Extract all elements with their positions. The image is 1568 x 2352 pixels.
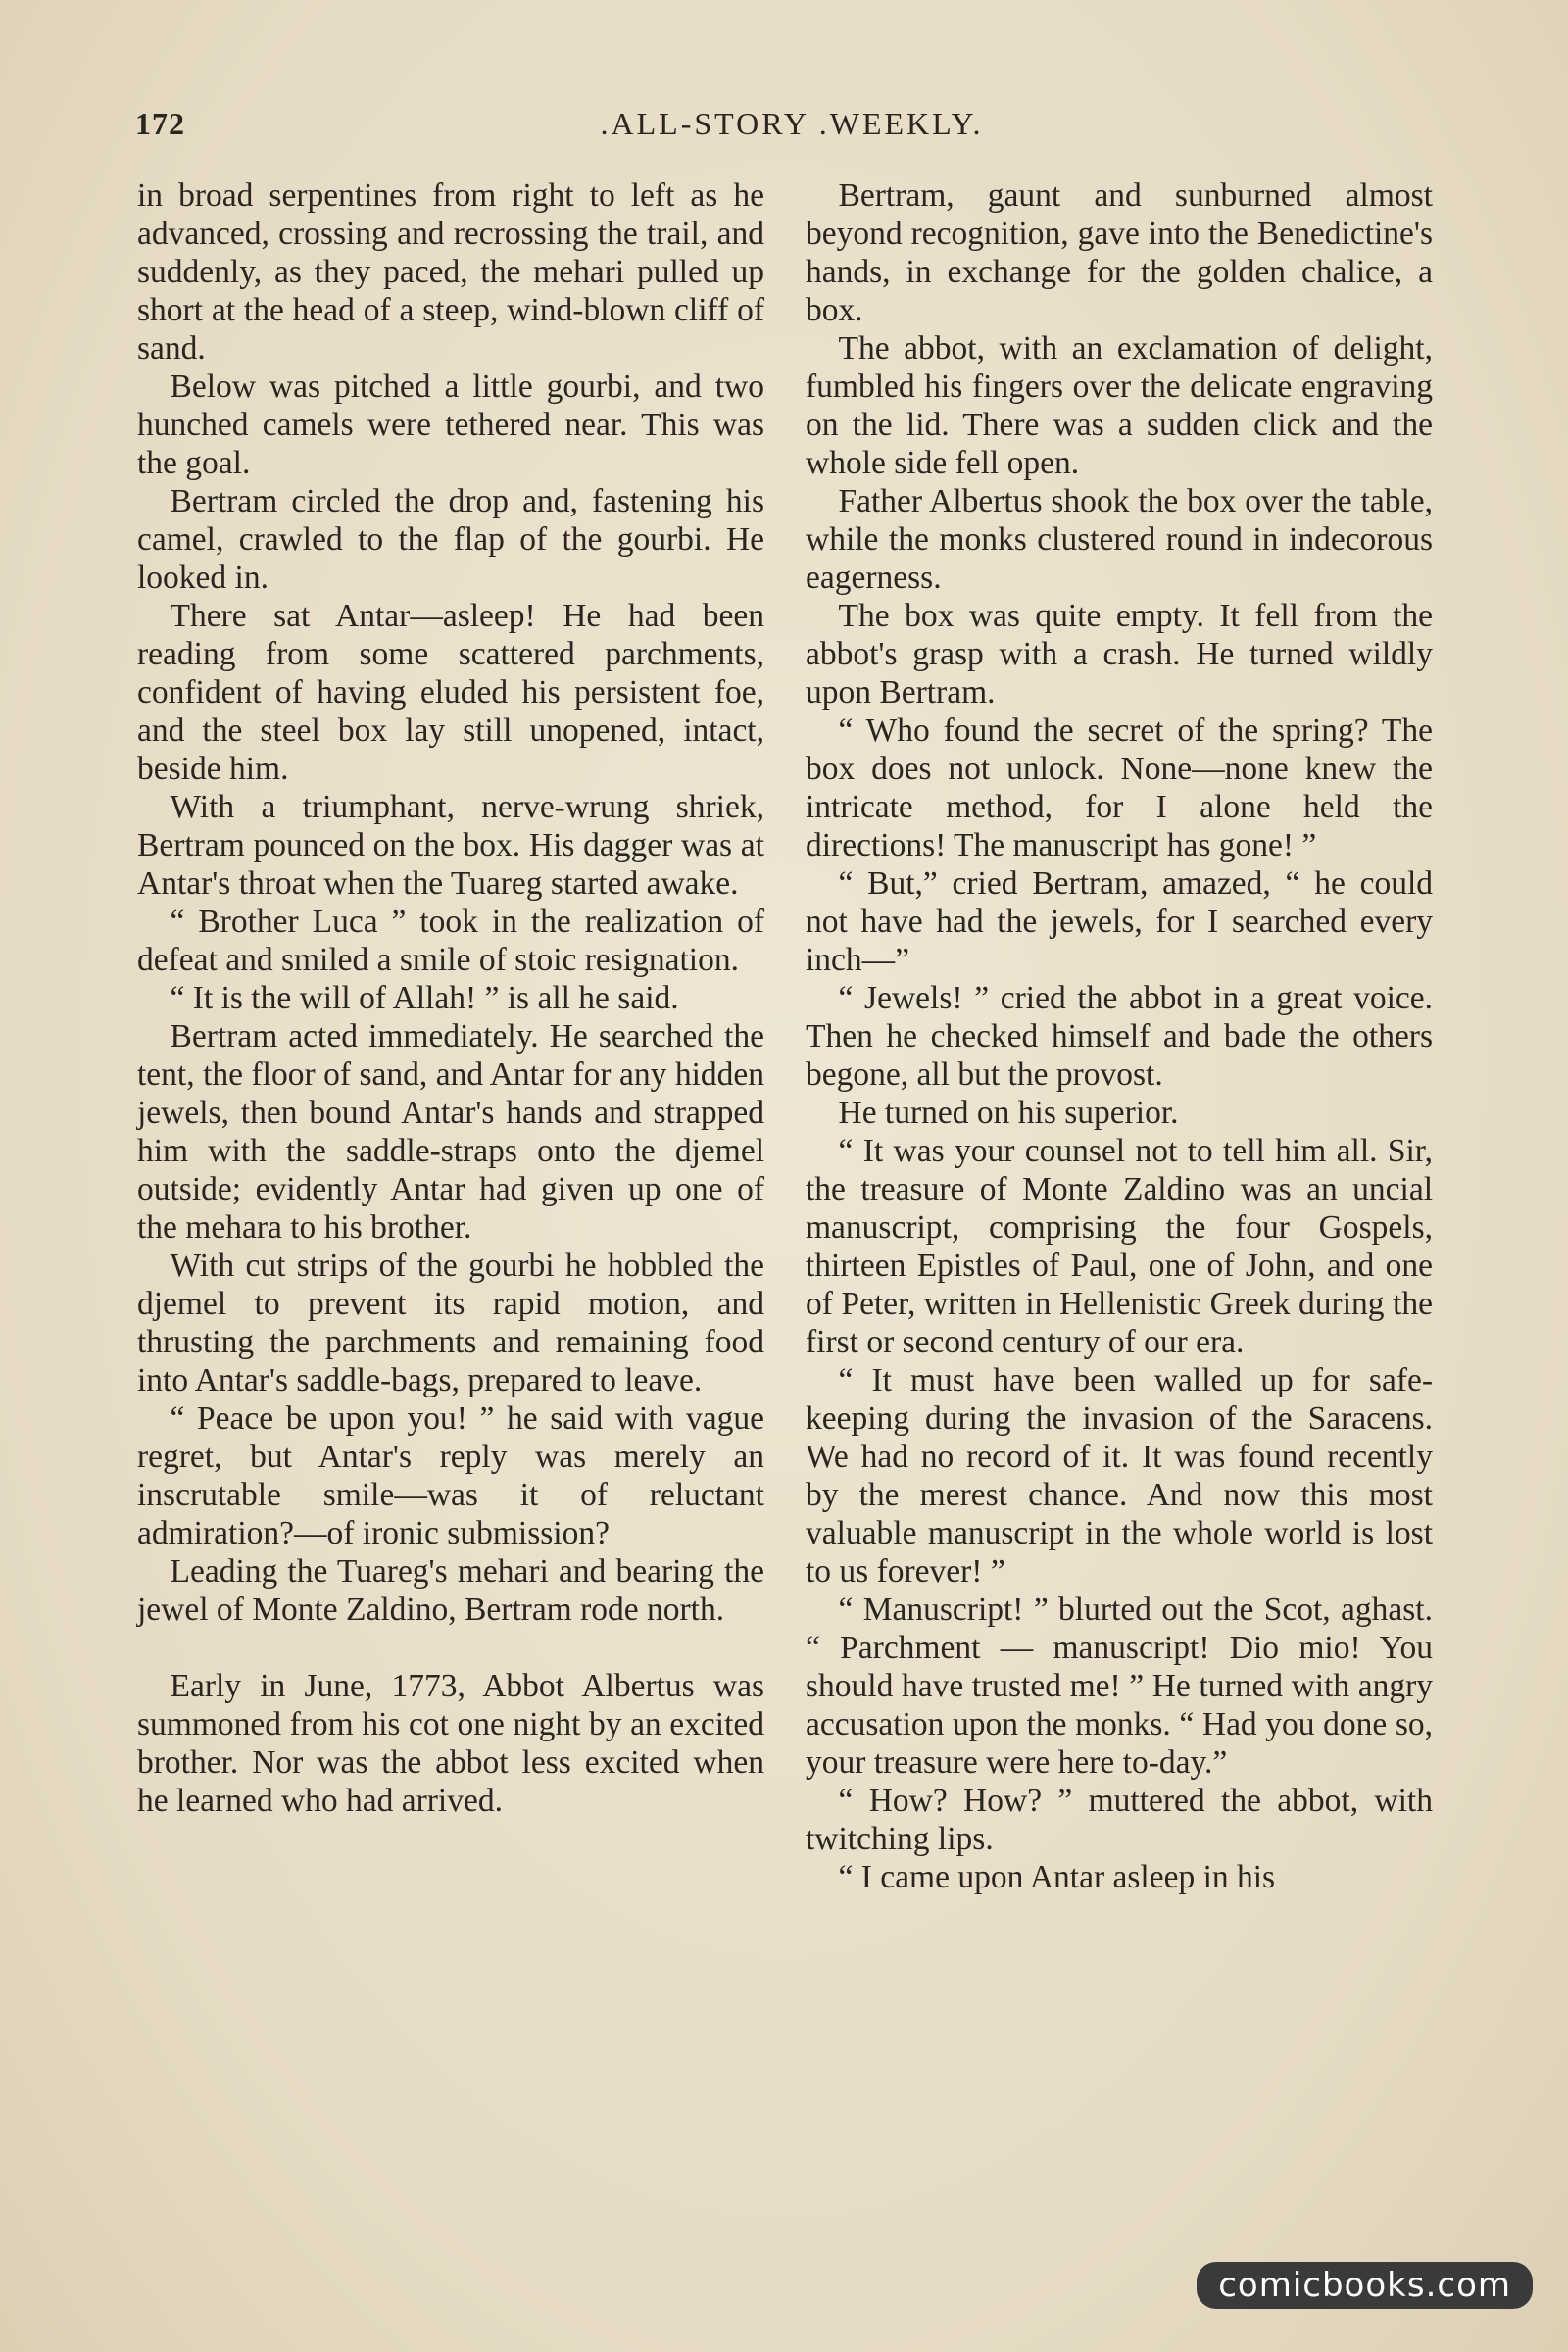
- paragraph: “ Peace be upon you! ” he said with vague regret, but Antar's reply was merely an inscrutable smile—was it of reluctant admiration?—of ironic submission?: [137, 1400, 764, 1551]
- right-column: [806, 176, 1433, 1896]
- paragraph: “ Jewels! ” cried the abbot in a great voice. Then he checked himself and bade the others begone, all but the provost.: [806, 980, 1433, 1093]
- paragraph: With cut strips of the gourbi he hobbled the djemel to prevent its rapid motion, and thrusting the parchments and remaining food into Antar's saddle-bags, prepared to leave.: [137, 1248, 764, 1398]
- paragraph: “ It must have been walled up for safe-keeping during the invasion of the Saracens. We had no record of it. It was found recently by the merest chance. And now this most valuable manuscript in the whole world is lost to us forever! ”: [806, 1362, 1433, 1590]
- left-column: [137, 176, 764, 1820]
- paragraph: Bertram acted immediately. He searched the tent, the floor of sand, and Antar for any hidden jewels, then bound Antar's hands and strapped him with the saddle-straps onto the djemel outside; evidently Antar had given up one of the mehara to his brother.: [137, 1018, 764, 1246]
- source-watermark: comicbooks.com: [1197, 2262, 1533, 2309]
- paragraph: With a triumphant, nerve-wrung shriek, Bertram pounced on the box. His dagger was at Antar's throat when the Tuareg started awake.: [137, 789, 764, 902]
- paragraph: He turned on his superior.: [838, 1095, 1179, 1131]
- paragraph: “ It was your counsel not to tell him all. Sir, the treasure of Monte Zaldino was an uncial manuscript, comprising the four Gospels, thirteen Epistles of Paul, one of John, and one of Peter, written in Hellenistic Greek during the first or second century of our era.: [806, 1133, 1433, 1360]
- paragraph: “ Who found the secret of the spring? The box does not unlock. None—none knew the intricate method, for I alone held the directions! The manuscript has gone! ”: [806, 712, 1433, 863]
- paragraph: “ Brother Luca ” took in the realization of defeat and smiled a smile of stoic resignation.: [137, 904, 764, 978]
- page-number: 172: [135, 106, 185, 141]
- paragraph: Bertram circled the drop and, fastening his camel, crawled to the flap of the gourbi. He looked in.: [137, 483, 764, 596]
- paragraph: “ I came upon Antar asleep in his: [838, 1859, 1276, 1895]
- paragraph: There sat Antar—asleep! He had been reading from some scattered parchments, confident of having eluded his persistent foe, and the steel box lay still unopened, intact, beside him.: [137, 598, 764, 787]
- paragraph: “ How? How? ” muttered the abbot, with twitching lips.: [806, 1783, 1433, 1857]
- paragraph: “ Manuscript! ” blurted out the Scot, aghast. “ Parchment — manuscript! Dio mio! You should have trusted me! ” He turned with angry accusation upon the monks. “ Had you done so, your treasure were here to-day.”: [806, 1592, 1433, 1781]
- running-head: .ALL-STORY .WEEKLY.: [600, 106, 984, 141]
- paragraph: Leading the Tuareg's mehari and bearing the jewel of Monte Zaldino, Bertram rode north.: [137, 1553, 764, 1628]
- section-start-paragraph: Early in June, 1773, Abbot Albertus was summoned from his cot one night by an excited brother. Nor was the abbot less excited when he learned who had arrived.: [137, 1668, 764, 1819]
- paragraph: “ But,” cried Bertram, amazed, “ he could not have had the jewels, for I searched every inch—”: [806, 865, 1433, 978]
- paragraph: The box was quite empty. It fell from the abbot's grasp with a crash. He turned wildly upon Bertram.: [806, 598, 1433, 710]
- page-header: [135, 106, 1448, 157]
- paragraph: The abbot, with an exclamation of delight, fumbled his fingers over the delicate engraving on the lid. There was a sudden click and the whole side fell open.: [806, 330, 1433, 481]
- paragraph: Father Albertus shook the box over the table, while the monks clustered round in indecorous eagerness.: [806, 483, 1433, 596]
- paragraph: “ It is the will of Allah! ” is all he said.: [170, 980, 679, 1016]
- paragraph: Bertram, gaunt and sunburned almost beyond recognition, gave into the Benedictine's hands, in exchange for the golden chalice, a box.: [806, 177, 1433, 328]
- paragraph: in broad serpentines from right to left as he advanced, crossing and recrossing the trail, and suddenly, as they paced, the mehari pulled up short at the head of a steep, wind-blown cliff of sand.: [137, 177, 764, 367]
- paragraph: Below was pitched a little gourbi, and two hunched camels were tethered near. This was the goal.: [137, 368, 764, 481]
